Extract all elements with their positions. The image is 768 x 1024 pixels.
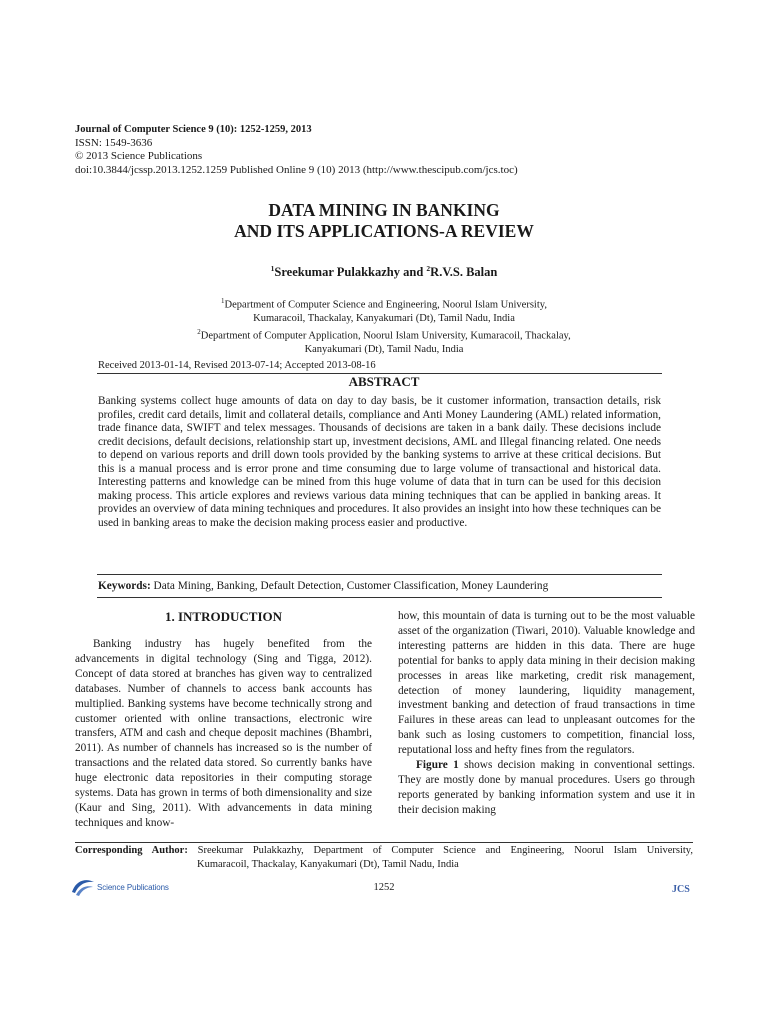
corresponding-author-line-2: Kumaracoil, Thackalay, Kanyakumari (Dt), Tamil Nadu, India [197,858,459,870]
intro-paragraph-1: Banking industry has hugely benefited from the advancements in digital technology (Sing and Tigga, 2012). Concept of data stored at branches has given way to centralized databases. Number of channels to access bank accounts has multiplied. Banking systems have become technically strong and customer oriented with online transactions, electronic wire transfers, ATM and cash and cheque deposit machines (Bhambri, 2011). As number of channels has increased so is the number of transactions and the related data stored. So currently banks have huge electronic data repositories in their computing storage systems. Data has grown in terms of both dimensionality and size (Kaur and Sing, 2011). With advancements in data mining techniques and know- [75,638,372,829]
abstract-text: Banking systems collect huge amounts of data on day to day basis, be it customer information, transaction details, risk profiles, credit card details, limit and collateral details, compliance and Anti Money Laundering (AML) related information, trade finance data, SWIFT and telex messages. Thousands of decisions are taken in a bank daily. These decisions include credit decisions, default decisions, relationship start up, investment decisions, AML and Illegal financing related. One needs to depend on various reports and drill down tools provided by the banking systems to arrive at these critical decisions. But this is a manual process and is error prone and time consuming due to large volume of transactional and historical data. Interesting patterns and knowledge can be mined from this huge volume of data that in turn can be used for this decision making process. This article explores and reviews various data mining techniques that can be applied in banking areas. It provides an overview of data mining techniques and procedures. It also provides an insight into how these techniques can be used in banking areas to make the decision making process easier and productive. [98,395,661,529]
left-column [75,609,372,831]
keywords-bottom-rule [97,597,662,598]
issn: ISSN: 1549-3636 [75,136,153,149]
keywords-top-rule [97,574,662,575]
title-line-1: DATA MINING IN BANKING [268,200,500,220]
affiliations [0,295,768,356]
affil-1-marker: 1 [221,297,225,305]
corresponding-author-label: Corresponding Author: [75,845,188,856]
abstract-heading: ABSTRACT [348,374,420,389]
figure-1-reference[interactable]: Figure 1 [416,759,459,772]
affil-2-marker: 2 [197,327,201,336]
authors [0,264,768,280]
corresponding-author-line-1: Sreekumar Pulakkazhy, Department of Computer Science and Engineering, Noorul Islam University, [187,845,694,856]
page-number: 1252 [373,882,395,893]
affil-2-line-2: Kanyakumari (Dt), Tamil Nadu, India [304,343,464,355]
doi-line: doi:10.3844/jcssp.2013.1252.1259 Published Online 9 (10) 2013 (http://www.thescipub.com/jcs.toc) [75,163,518,176]
intro-paragraph-2-text: shows decision making in conventional settings. They are mostly done by manual procedures. Users go through reports generated by banking information system and use it in their decision making [398,759,695,816]
keywords-label: Keywords: [98,580,151,592]
title-line-2: AND ITS APPLICATIONS-A REVIEW [234,221,534,241]
corresponding-author [75,844,693,871]
journal-name: Journal of Computer Science 9 (10): 1252-1259, 2013 [75,124,312,135]
keywords [98,580,668,592]
section-heading-introduction: 1. INTRODUCTION [164,609,282,624]
keywords-list: Data Mining, Banking, Default Detection, Customer Classification, Money Laundering [150,580,549,592]
affil-1-line-1: Department of Computer Science and Engineering, Noorul Islam University, [224,299,547,311]
publisher-logo-text: Science Publications [97,882,169,892]
affil-1-line-2: Kumaracoil, Thackalay, Kanyakumari (Dt), Tamil Nadu, India [253,313,515,324]
right-column [398,609,695,818]
footer-rule [75,842,693,843]
journal-header [75,123,695,177]
author-1-marker: 1 [270,264,275,273]
intro-paragraph-1-continued: how, this mountain of data is turning out to be the most valuable asset of the organization (Tiwari, 2010). Valuable knowledge and interesting patterns are hidden in this data. There are huge potential for banks to apply data mining in their decision making processes in areas like marketing, credit risk management, detection of money laundering, liquidity management, investment banking and detection of fraud transactions in time Failures in these areas can lead to unpleasant outcomes for the bank such as losing customers to competition, financial loss, reputational loss and hefty fines from the regulators. [398,610,695,757]
author-2: R.V.S. Balan [430,265,498,280]
copyright: © 2013 Science Publications [75,150,203,162]
paper-title [0,200,768,242]
author-1: Sreekumar Pulakkazhy and [274,265,427,280]
submission-dates: Received 2013-01-14, Revised 2013-07-14; Accepted 2013-08-16 [98,360,376,371]
journal-badge: JCS [672,884,690,895]
affil-2-line-1: Department of Computer Application, Noorul Islam University, Kumaracoil, Thackalay, [200,330,571,341]
author-2-marker: 2 [426,264,431,273]
intro-paragraph-2 [398,758,695,818]
